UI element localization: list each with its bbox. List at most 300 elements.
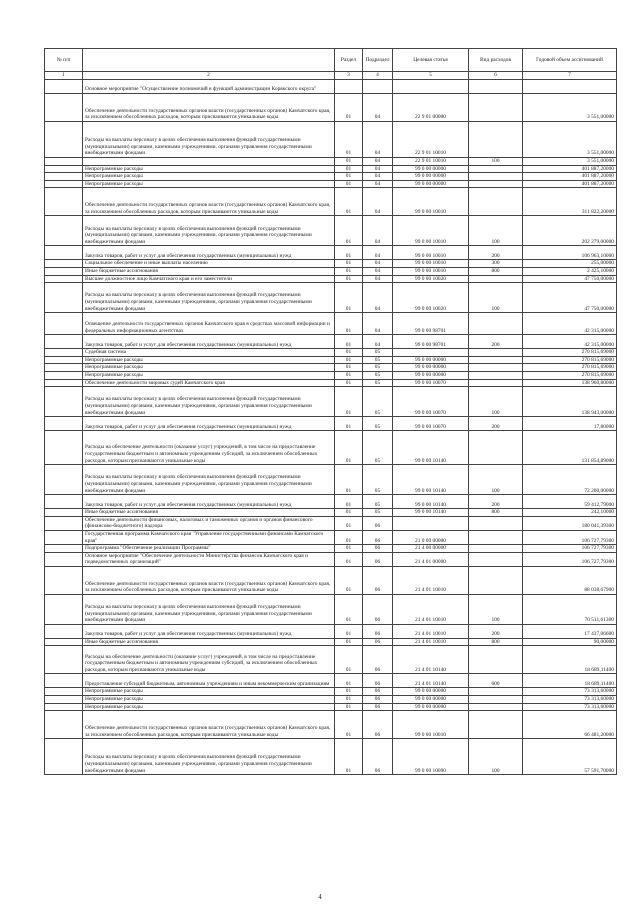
row-number — [45, 94, 83, 122]
table-row — [45, 80, 617, 94]
row-section: 01 — [335, 417, 363, 431]
row-amount: 106 727,79300 — [523, 545, 617, 553]
row-target-article: 99 0 00 00000 — [393, 165, 469, 173]
row-amount: 3 551,00000 — [523, 94, 617, 122]
table-row — [45, 122, 617, 158]
table-row — [45, 545, 617, 553]
header-name — [83, 49, 335, 72]
row-target-article: 99 0 00 10070 — [393, 417, 469, 431]
row-expense-type: 200 — [469, 417, 523, 431]
row-subsection: 05 — [363, 349, 393, 357]
table-row — [45, 267, 617, 275]
row-section: 01 — [335, 530, 363, 544]
table-row — [45, 696, 617, 704]
row-target-article: 99 0 00 00000 — [393, 180, 469, 188]
row-subsection: 04 — [363, 158, 393, 166]
row-expense-type — [469, 122, 523, 158]
row-amount: 270 815,69000 — [523, 364, 617, 372]
row-amount: 66 481,20000 — [523, 711, 617, 739]
row-target-article: 99 0 00 00000 — [393, 696, 469, 704]
row-number — [45, 335, 83, 349]
row-target-article: 21 4 01 10140 — [393, 646, 469, 674]
table-row — [45, 158, 617, 166]
row-expense-type — [469, 165, 523, 173]
row-section: 01 — [335, 94, 363, 122]
row-amount: 73 313,60000 — [523, 688, 617, 696]
row-name: Непрограммные расходы — [83, 364, 335, 372]
row-name: Закупка товаров, работ и услуг для обеспечения государственных (муниципальных) нужд — [83, 246, 335, 260]
row-section: 01 — [335, 646, 363, 674]
row-subsection: 05 — [363, 495, 393, 509]
row-amount: 18 689,11400 — [523, 646, 617, 674]
row-expense-type — [469, 379, 523, 387]
row-name: Обеспечение деятельности государственных органов власти (государственных органов) Камчатского края, за исключением обособленных расходов, которым присваиваются уникальные коды — [83, 711, 335, 739]
row-section: 01 — [335, 688, 363, 696]
row-subsection: 04 — [363, 260, 393, 268]
header-row — [45, 49, 617, 72]
row-amount: 90,00000 — [523, 638, 617, 646]
table-row — [45, 674, 617, 688]
row-expense-type — [469, 566, 523, 594]
row-number — [45, 594, 83, 624]
row-number — [45, 566, 83, 594]
row-subsection: 04 — [363, 267, 393, 275]
col-number-2: 2 — [83, 72, 335, 80]
table-row — [45, 283, 617, 313]
row-number — [45, 696, 83, 704]
table-body — [45, 80, 617, 775]
row-target-article: 99 0 00 98701 — [393, 335, 469, 349]
header-section: Раздел — [335, 49, 363, 72]
row-name: Расходы на выплаты персоналу в целях обеспечения выполнения функций государственными (муниципальными) органами, казенными учреждениями, органами управления государственными внебюджетными фондами — [83, 387, 335, 417]
row-number — [45, 638, 83, 646]
row-amount: 47 750,00000 — [523, 275, 617, 283]
table-row — [45, 646, 617, 674]
table-row — [45, 180, 617, 188]
table-row — [45, 216, 617, 246]
table-row — [45, 364, 617, 372]
row-section: 01 — [335, 371, 363, 379]
row-name: Иные бюджетные ассигнования — [83, 509, 335, 517]
row-expense-type — [469, 313, 523, 335]
row-amount: 401 887,20000 — [523, 165, 617, 173]
row-number — [45, 173, 83, 181]
budget-table-sheet — [44, 48, 616, 775]
row-subsection: 04 — [363, 94, 393, 122]
col-number-3: 3 — [335, 72, 363, 80]
row-expense-type — [469, 696, 523, 704]
col-number-6: 6 — [469, 72, 523, 80]
row-number — [45, 739, 83, 775]
row-name: Непрограммные расходы — [83, 703, 335, 711]
row-target-article: 99 0 00 00000 — [393, 356, 469, 364]
row-number — [45, 80, 83, 94]
table-row — [45, 566, 617, 594]
table-row — [45, 313, 617, 335]
row-name: Непрограммные расходы — [83, 173, 335, 181]
row-amount: 106 727,79300 — [523, 530, 617, 544]
row-expense-type — [469, 188, 523, 216]
table-row — [45, 509, 617, 517]
row-target-article: 99 0 00 10140 — [393, 509, 469, 517]
row-amount: 270 815,69000 — [523, 371, 617, 379]
row-number — [45, 417, 83, 431]
row-subsection: 04 — [363, 122, 393, 158]
row-expense-type: 100 — [469, 216, 523, 246]
row-subsection: 05 — [363, 379, 393, 387]
row-number — [45, 387, 83, 417]
row-expense-type: 200 — [469, 624, 523, 638]
row-target-article — [393, 349, 469, 357]
row-subsection: 06 — [363, 703, 393, 711]
row-section — [335, 80, 363, 94]
row-amount: 3 551,00000 — [523, 122, 617, 158]
row-subsection: 05 — [363, 465, 393, 495]
row-section: 01 — [335, 624, 363, 638]
row-amount: 73 313,60000 — [523, 696, 617, 704]
row-section: 01 — [335, 465, 363, 495]
row-expense-type — [469, 180, 523, 188]
row-amount: 180 041,39300 — [523, 516, 617, 530]
row-number — [45, 688, 83, 696]
row-target-article: 99 0 00 00000 — [393, 703, 469, 711]
table-row — [45, 417, 617, 431]
row-name: Непрограммные расходы — [83, 696, 335, 704]
row-target-article: 22 9 01 00000 — [393, 94, 469, 122]
row-number — [45, 509, 83, 517]
row-amount: 270 815,69000 — [523, 356, 617, 364]
row-section: 01 — [335, 566, 363, 594]
row-amount: 255,00000 — [523, 260, 617, 268]
row-expense-type: 200 — [469, 335, 523, 349]
row-amount: 42 315,00000 — [523, 335, 617, 349]
table-row — [45, 356, 617, 364]
row-amount: 311 822,20000 — [523, 188, 617, 216]
row-target-article: 99 0 00 10140 — [393, 495, 469, 509]
row-amount: 73 313,60000 — [523, 703, 617, 711]
row-target-article: 22 9 01 10010 — [393, 122, 469, 158]
table-row — [45, 335, 617, 349]
row-number — [45, 431, 83, 465]
row-name: Обеспечение деятельности государственных органов власти (государственных органов) Камчатского края, за исключением обособленных расходов, которым присваиваются уникальные коды — [83, 188, 335, 216]
row-name: Закупка товаров, работ и услуг для обеспечения государственных (муниципальных) нужд — [83, 335, 335, 349]
row-target-article — [393, 80, 469, 94]
row-amount: 17 437,06600 — [523, 624, 617, 638]
row-subsection: 04 — [363, 188, 393, 216]
row-subsection: 04 — [363, 335, 393, 349]
row-name: Расходы на выплаты персоналу в целях обеспечения выполнения функций государственными (муниципальными) органами, казенными учреждениями, органами управления государственными внебюджетными фондами — [83, 283, 335, 313]
row-name: Обеспечение деятельности финансовых, налоговых и таможенных органов и органов финансового (финансово-бюджетного) надзора — [83, 516, 335, 530]
row-target-article: 21 4 01 10010 — [393, 638, 469, 646]
row-target-article: 21 4 01 10010 — [393, 594, 469, 624]
table-row — [45, 94, 617, 122]
row-subsection: 06 — [363, 646, 393, 674]
row-target-article: 99 0 00 10070 — [393, 379, 469, 387]
row-target-article: 99 0 00 10020 — [393, 283, 469, 313]
row-expense-type — [469, 275, 523, 283]
row-number — [45, 364, 83, 372]
row-number — [45, 122, 83, 158]
row-section: 01 — [335, 313, 363, 335]
row-amount: 47 750,00000 — [523, 283, 617, 313]
row-expense-type: 100 — [469, 594, 523, 624]
table-row — [45, 624, 617, 638]
row-expense-type: 800 — [469, 509, 523, 517]
row-number — [45, 545, 83, 553]
row-expense-type: 200 — [469, 246, 523, 260]
row-section: 01 — [335, 739, 363, 775]
row-name: Предоставление субсидий бюджетным, автономным учреждениям и иным некоммерческим организациям — [83, 674, 335, 688]
row-section: 01 — [335, 594, 363, 624]
row-name: Подпрограмма "Обеспечение реализации Программы" — [83, 545, 335, 553]
row-amount — [523, 80, 617, 94]
col-number-5: 5 — [393, 72, 469, 80]
row-name: Закупка товаров, работ и услуг для обеспечения государственных (муниципальных) нужд — [83, 495, 335, 509]
row-name: Расходы на выплаты персоналу в целях обеспечения выполнения функций государственными (муниципальными) органами, казенными учреждениями, органами управления государственными внебюджетными фондами — [83, 122, 335, 158]
row-expense-type: 100 — [469, 387, 523, 417]
row-name: Расходы на выплаты персоналу в целях обеспечения выполнения функций государственными (муниципальными) органами, казенными учреждениями, органами управления государственными внебюджетными фондами — [83, 739, 335, 775]
table-row — [45, 530, 617, 544]
row-subsection: 04 — [363, 180, 393, 188]
row-target-article: 99 0 00 00000 — [393, 371, 469, 379]
row-expense-type: 100 — [469, 283, 523, 313]
row-number — [45, 188, 83, 216]
row-number — [45, 275, 83, 283]
row-amount: 2 425,10000 — [523, 267, 617, 275]
row-name: Расходы на выплаты персоналу в целях обеспечения выполнения функций государственными (муниципальными) органами, казенными учреждениями, органами управления государственными внебюджетными фондами — [83, 594, 335, 624]
row-subsection: 04 — [363, 173, 393, 181]
row-subsection: 04 — [363, 165, 393, 173]
row-section: 01 — [335, 379, 363, 387]
row-name: Судебная система — [83, 349, 335, 357]
row-section: 01 — [335, 696, 363, 704]
row-subsection — [363, 80, 393, 94]
row-section: 01 — [335, 158, 363, 166]
row-subsection: 04 — [363, 313, 393, 335]
table-row — [45, 465, 617, 495]
row-name: Непрограммные расходы — [83, 688, 335, 696]
col-number-4: 4 — [363, 72, 393, 80]
row-expense-type: 800 — [469, 638, 523, 646]
row-number — [45, 703, 83, 711]
row-section: 01 — [335, 495, 363, 509]
table-row — [45, 188, 617, 216]
row-section: 01 — [335, 260, 363, 268]
row-amount: 106 727,79300 — [523, 552, 617, 566]
row-target-article — [393, 516, 469, 530]
row-expense-type — [469, 552, 523, 566]
table-row — [45, 495, 617, 509]
table-row — [45, 516, 617, 530]
table-row — [45, 387, 617, 417]
row-expense-type — [469, 364, 523, 372]
row-name: Основное мероприятие "Обеспечение деятельности Министерства финансов Камчатского края и подведомственных организаций" — [83, 552, 335, 566]
row-target-article: 99 0 00 10070 — [393, 387, 469, 417]
row-expense-type: 100 — [469, 158, 523, 166]
row-subsection: 06 — [363, 688, 393, 696]
row-section: 01 — [335, 180, 363, 188]
row-name: Закупка товаров, работ и услуг для обеспечения государственных (муниципальных) нужд — [83, 417, 335, 431]
row-name: Расходы на обеспечение деятельности (оказание услуг) учреждений, в том числе на предоставление государственным бюджетным и автономным учреждениям субсидий, за исключением обособленных расходов, которым присваиваются уникальные коды — [83, 646, 335, 674]
row-number — [45, 267, 83, 275]
col-number-7: 7 — [523, 72, 617, 80]
row-subsection: 05 — [363, 509, 393, 517]
header-expense-type: Вид расходов — [469, 49, 523, 72]
row-number — [45, 158, 83, 166]
row-number — [45, 246, 83, 260]
row-amount: 3 551,00000 — [523, 158, 617, 166]
table-row — [45, 379, 617, 387]
table-row — [45, 275, 617, 283]
row-amount: 106 963,10000 — [523, 246, 617, 260]
row-subsection: 06 — [363, 566, 393, 594]
table-row — [45, 246, 617, 260]
row-subsection: 06 — [363, 674, 393, 688]
row-subsection: 06 — [363, 711, 393, 739]
row-subsection: 06 — [363, 739, 393, 775]
row-expense-type: 600 — [469, 674, 523, 688]
row-expense-type: 100 — [469, 465, 523, 495]
row-subsection: 05 — [363, 371, 393, 379]
row-expense-type — [469, 530, 523, 544]
row-number — [45, 349, 83, 357]
row-name: Обеспечение деятельности мировых судей Камчатского края — [83, 379, 335, 387]
table-row — [45, 594, 617, 624]
row-name: Социальное обеспечение и иные выплаты населению — [83, 260, 335, 268]
row-section: 01 — [335, 122, 363, 158]
row-name: Обеспечение деятельности государственных органов власти (государственных органов) Камчатского края, за исключением обособленных расходов, которым присваиваются уникальные коды — [83, 94, 335, 122]
row-section: 01 — [335, 509, 363, 517]
row-target-article: 99 0 00 10010 — [393, 711, 469, 739]
row-target-article: 99 0 00 10010 — [393, 216, 469, 246]
row-target-article: 99 0 00 10090 — [393, 739, 469, 775]
header-target-article: Целевая статья — [393, 49, 469, 72]
row-name: Непрограммные расходы — [83, 371, 335, 379]
row-section: 01 — [335, 552, 363, 566]
row-number — [45, 371, 83, 379]
col-number-1: 1 — [45, 72, 83, 80]
row-name: Расходы на обеспечение деятельности (оказание услуг) учреждений, в том числе на предоставление государственным бюджетным и автономным учреждениям субсидий, за исключением обособленных расходов, которым присваиваются уникальные коды — [83, 431, 335, 465]
row-number — [45, 165, 83, 173]
row-name: Государственная программа Камчатского края "Управление государственными финансами Камчатского края" — [83, 530, 335, 544]
column-number-row — [45, 72, 617, 80]
row-name — [83, 158, 335, 166]
row-amount: 131 854,89000 — [523, 431, 617, 465]
row-expense-type — [469, 688, 523, 696]
header-amount: Годовой объем ассигнований — [523, 49, 617, 72]
row-section: 01 — [335, 188, 363, 216]
row-name: Закупка товаров, работ и услуг для обеспечения государственных (муниципальных) нужд — [83, 624, 335, 638]
row-target-article: 99 0 00 00000 — [393, 364, 469, 372]
row-subsection: 05 — [363, 356, 393, 364]
row-amount: 18 689,11400 — [523, 674, 617, 688]
row-section: 01 — [335, 674, 363, 688]
row-target-article: 99 0 00 00000 — [393, 688, 469, 696]
row-name: Непрограммные расходы — [83, 165, 335, 173]
row-expense-type: 200 — [469, 495, 523, 509]
row-target-article: 22 9 01 10010 — [393, 158, 469, 166]
row-target-article: 21 4 01 10010 — [393, 624, 469, 638]
row-number — [45, 646, 83, 674]
row-subsection: 06 — [363, 552, 393, 566]
row-target-article: 99 0 00 10020 — [393, 275, 469, 283]
row-name: Расходы на выплаты персоналу в целях обеспечения выполнения функций государственными (муниципальными) органами, казенными учреждениями, органами управления государственными внебюджетными фондами — [83, 465, 335, 495]
row-target-article: 99 0 00 10010 — [393, 188, 469, 216]
row-section: 01 — [335, 335, 363, 349]
row-target-article: 99 0 00 00000 — [393, 173, 469, 181]
row-section: 01 — [335, 267, 363, 275]
row-subsection: 04 — [363, 275, 393, 283]
header-subsection: Подраздел — [363, 49, 393, 72]
table-row — [45, 260, 617, 268]
table-row — [45, 552, 617, 566]
row-expense-type — [469, 646, 523, 674]
row-name: Обеспечение деятельности государственных органов власти (государственных органов) Камчатского края, за исключением обособленных расходов, которым присваиваются уникальные коды — [83, 566, 335, 594]
row-number — [45, 530, 83, 544]
row-subsection: 06 — [363, 638, 393, 646]
row-amount: 401 887,20000 — [523, 180, 617, 188]
row-name: Основное мероприятие "Осуществление полномочий в функций администрации Корякского округа" — [83, 80, 335, 94]
row-target-article: 99 0 00 98701 — [393, 313, 469, 335]
row-section: 01 — [335, 349, 363, 357]
row-number — [45, 495, 83, 509]
row-expense-type — [469, 356, 523, 364]
row-name: Освещение деятельности государственных органов Камчатского края в средствах массовой информации и федеральных информационных агентствах — [83, 313, 335, 335]
row-number — [45, 180, 83, 188]
row-expense-type — [469, 711, 523, 739]
table-row — [45, 739, 617, 775]
row-number — [45, 313, 83, 335]
row-section: 01 — [335, 275, 363, 283]
row-amount: 72 200,00000 — [523, 465, 617, 495]
header-number: № п/п — [45, 49, 83, 72]
table-row — [45, 703, 617, 711]
table-row — [45, 349, 617, 357]
table-row — [45, 711, 617, 739]
row-section: 01 — [335, 165, 363, 173]
row-section: 01 — [335, 216, 363, 246]
table-row — [45, 431, 617, 465]
row-expense-type — [469, 349, 523, 357]
row-number — [45, 260, 83, 268]
row-section: 01 — [335, 387, 363, 417]
row-target-article: 99 0 00 10140 — [393, 465, 469, 495]
row-subsection: 05 — [363, 364, 393, 372]
row-section: 01 — [335, 356, 363, 364]
row-expense-type: 800 — [469, 267, 523, 275]
row-subsection: 06 — [363, 530, 393, 544]
row-subsection: 04 — [363, 216, 393, 246]
row-subsection: 04 — [363, 283, 393, 313]
row-section: 01 — [335, 545, 363, 553]
row-target-article: 99 0 00 10140 — [393, 431, 469, 465]
table-row — [45, 638, 617, 646]
row-number — [45, 516, 83, 530]
row-subsection: 05 — [363, 417, 393, 431]
row-target-article: 21 4 01 10140 — [393, 674, 469, 688]
row-expense-type — [469, 94, 523, 122]
row-subsection: 06 — [363, 516, 393, 530]
table-row — [45, 165, 617, 173]
row-number — [45, 379, 83, 387]
row-amount: 70 511,61300 — [523, 594, 617, 624]
page-number: 4 — [318, 893, 322, 901]
table-row — [45, 688, 617, 696]
row-target-article: 21 4 01 10010 — [393, 566, 469, 594]
row-target-article: 21 4 00 00000 — [393, 545, 469, 553]
row-section: 01 — [335, 173, 363, 181]
row-subsection: 06 — [363, 545, 393, 553]
